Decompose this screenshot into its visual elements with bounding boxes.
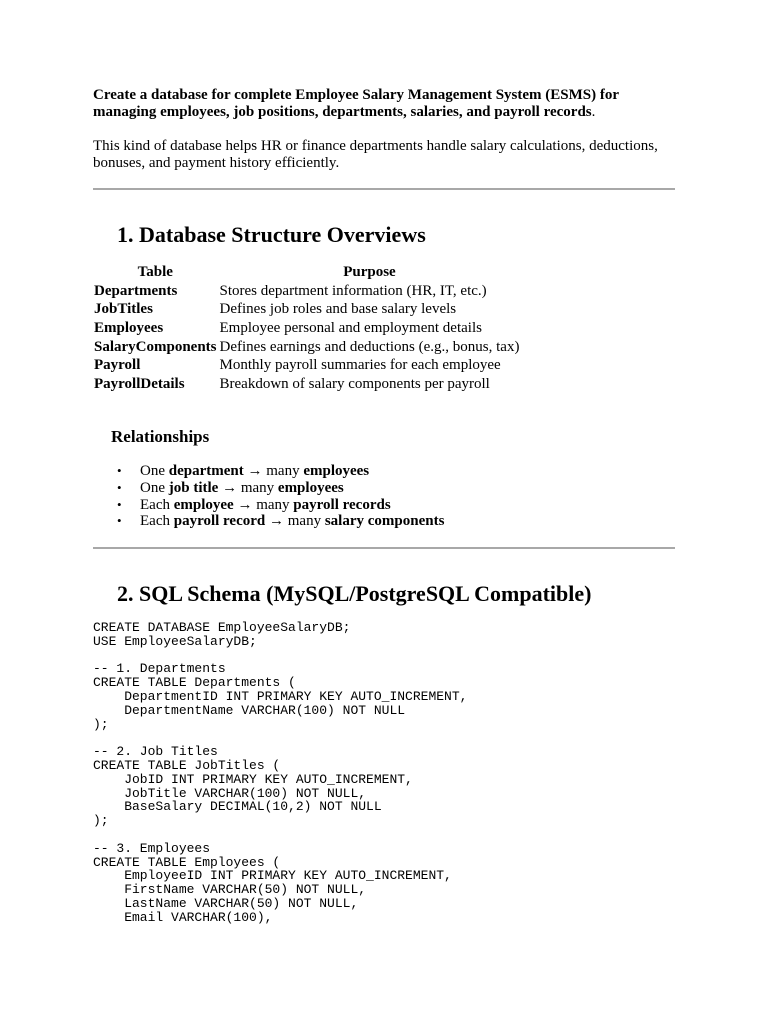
table-row	[93, 319, 521, 338]
table-row	[93, 356, 521, 375]
table-purpose-cell: Monthly payroll summaries for each employee	[219, 357, 501, 374]
table-name-cell: Payroll	[94, 357, 141, 374]
table-header-purpose: Purpose	[343, 263, 396, 280]
divider	[93, 188, 675, 190]
intro-tail: .	[591, 104, 596, 120]
structure-table	[93, 262, 521, 394]
list-item: • One department → many employees	[117, 463, 370, 479]
list-item: • Each employee → many payroll records	[117, 496, 391, 513]
table-row	[93, 301, 521, 320]
list-item: • One job title → many employees	[117, 479, 344, 496]
intro-bold-text: Create a database for complete Employee Salary Management System (ESMS) for managing employees, job positions, departments, salaries, and payroll records	[93, 87, 619, 120]
table-name-cell: Departments	[94, 282, 178, 299]
table-name-cell: JobTitles	[94, 301, 153, 318]
table-name-cell: Employees	[94, 319, 164, 336]
table-row	[93, 338, 521, 357]
bullet-icon: •	[117, 513, 122, 529]
table-purpose-cell: Employee personal and employment details	[219, 319, 482, 336]
relationships-list	[117, 463, 444, 530]
divider	[93, 547, 675, 549]
relationships-heading: Relationships	[111, 427, 210, 446]
table-purpose-cell: Breakdown of salary components per payroll	[219, 375, 490, 392]
table-purpose-cell: Stores department information (HR, IT, etc.)	[219, 282, 487, 299]
list-item: • Each payroll record → many salary components	[117, 513, 445, 530]
table-header-row	[93, 262, 521, 282]
section-2-heading: 2. SQL Schema (MySQL/PostgreSQL Compatible)	[117, 581, 592, 606]
table-name-cell: PayrollDetails	[94, 375, 185, 392]
table-header-table: Table	[137, 263, 173, 280]
sql-code-block: CREATE DATABASE EmployeeSalaryDB; USE EmployeeSalaryDB; -- 1. Departments CREATE TABLE Departments ( DepartmentID INT PRIMARY KEY AUTO_INCREMENT, DepartmentName VARCHAR(100) NOT NULL ); -- 2. Job Titles CREATE TABLE JobTitles ( JobID INT PRIMARY KEY AUTO_INCREMENT, JobTitle VARCHAR(100) NOT NULL, BaseSalary DECIMAL(10,2) NOT NULL ); -- 3. Employees CREATE TABLE Employees ( EmployeeID INT PRIMARY KEY AUTO_INCREMENT, FirstName VARCHAR(50) NOT NULL, LastName VARCHAR(50) NOT NULL, Email VARCHAR(100),	[93, 620, 468, 925]
intro-statement	[93, 87, 683, 121]
table-purpose-cell: Defines earnings and deductions (e.g., bonus, tax)	[219, 338, 520, 355]
bullet-icon: •	[117, 463, 122, 478]
table-purpose-cell: Defines job roles and base salary levels	[219, 301, 457, 318]
bullet-icon: •	[117, 496, 122, 512]
bullet-icon: •	[117, 479, 122, 495]
section-1-heading: 1. Database Structure Overviews	[117, 222, 426, 247]
description-paragraph: This kind of database helps HR or finance departments handle salary calculations, deductions, bonuses, and payment history efficiently.	[93, 138, 658, 171]
table-name-cell: SalaryComponents	[94, 338, 217, 355]
table-row	[93, 375, 521, 394]
table-row	[93, 282, 521, 301]
